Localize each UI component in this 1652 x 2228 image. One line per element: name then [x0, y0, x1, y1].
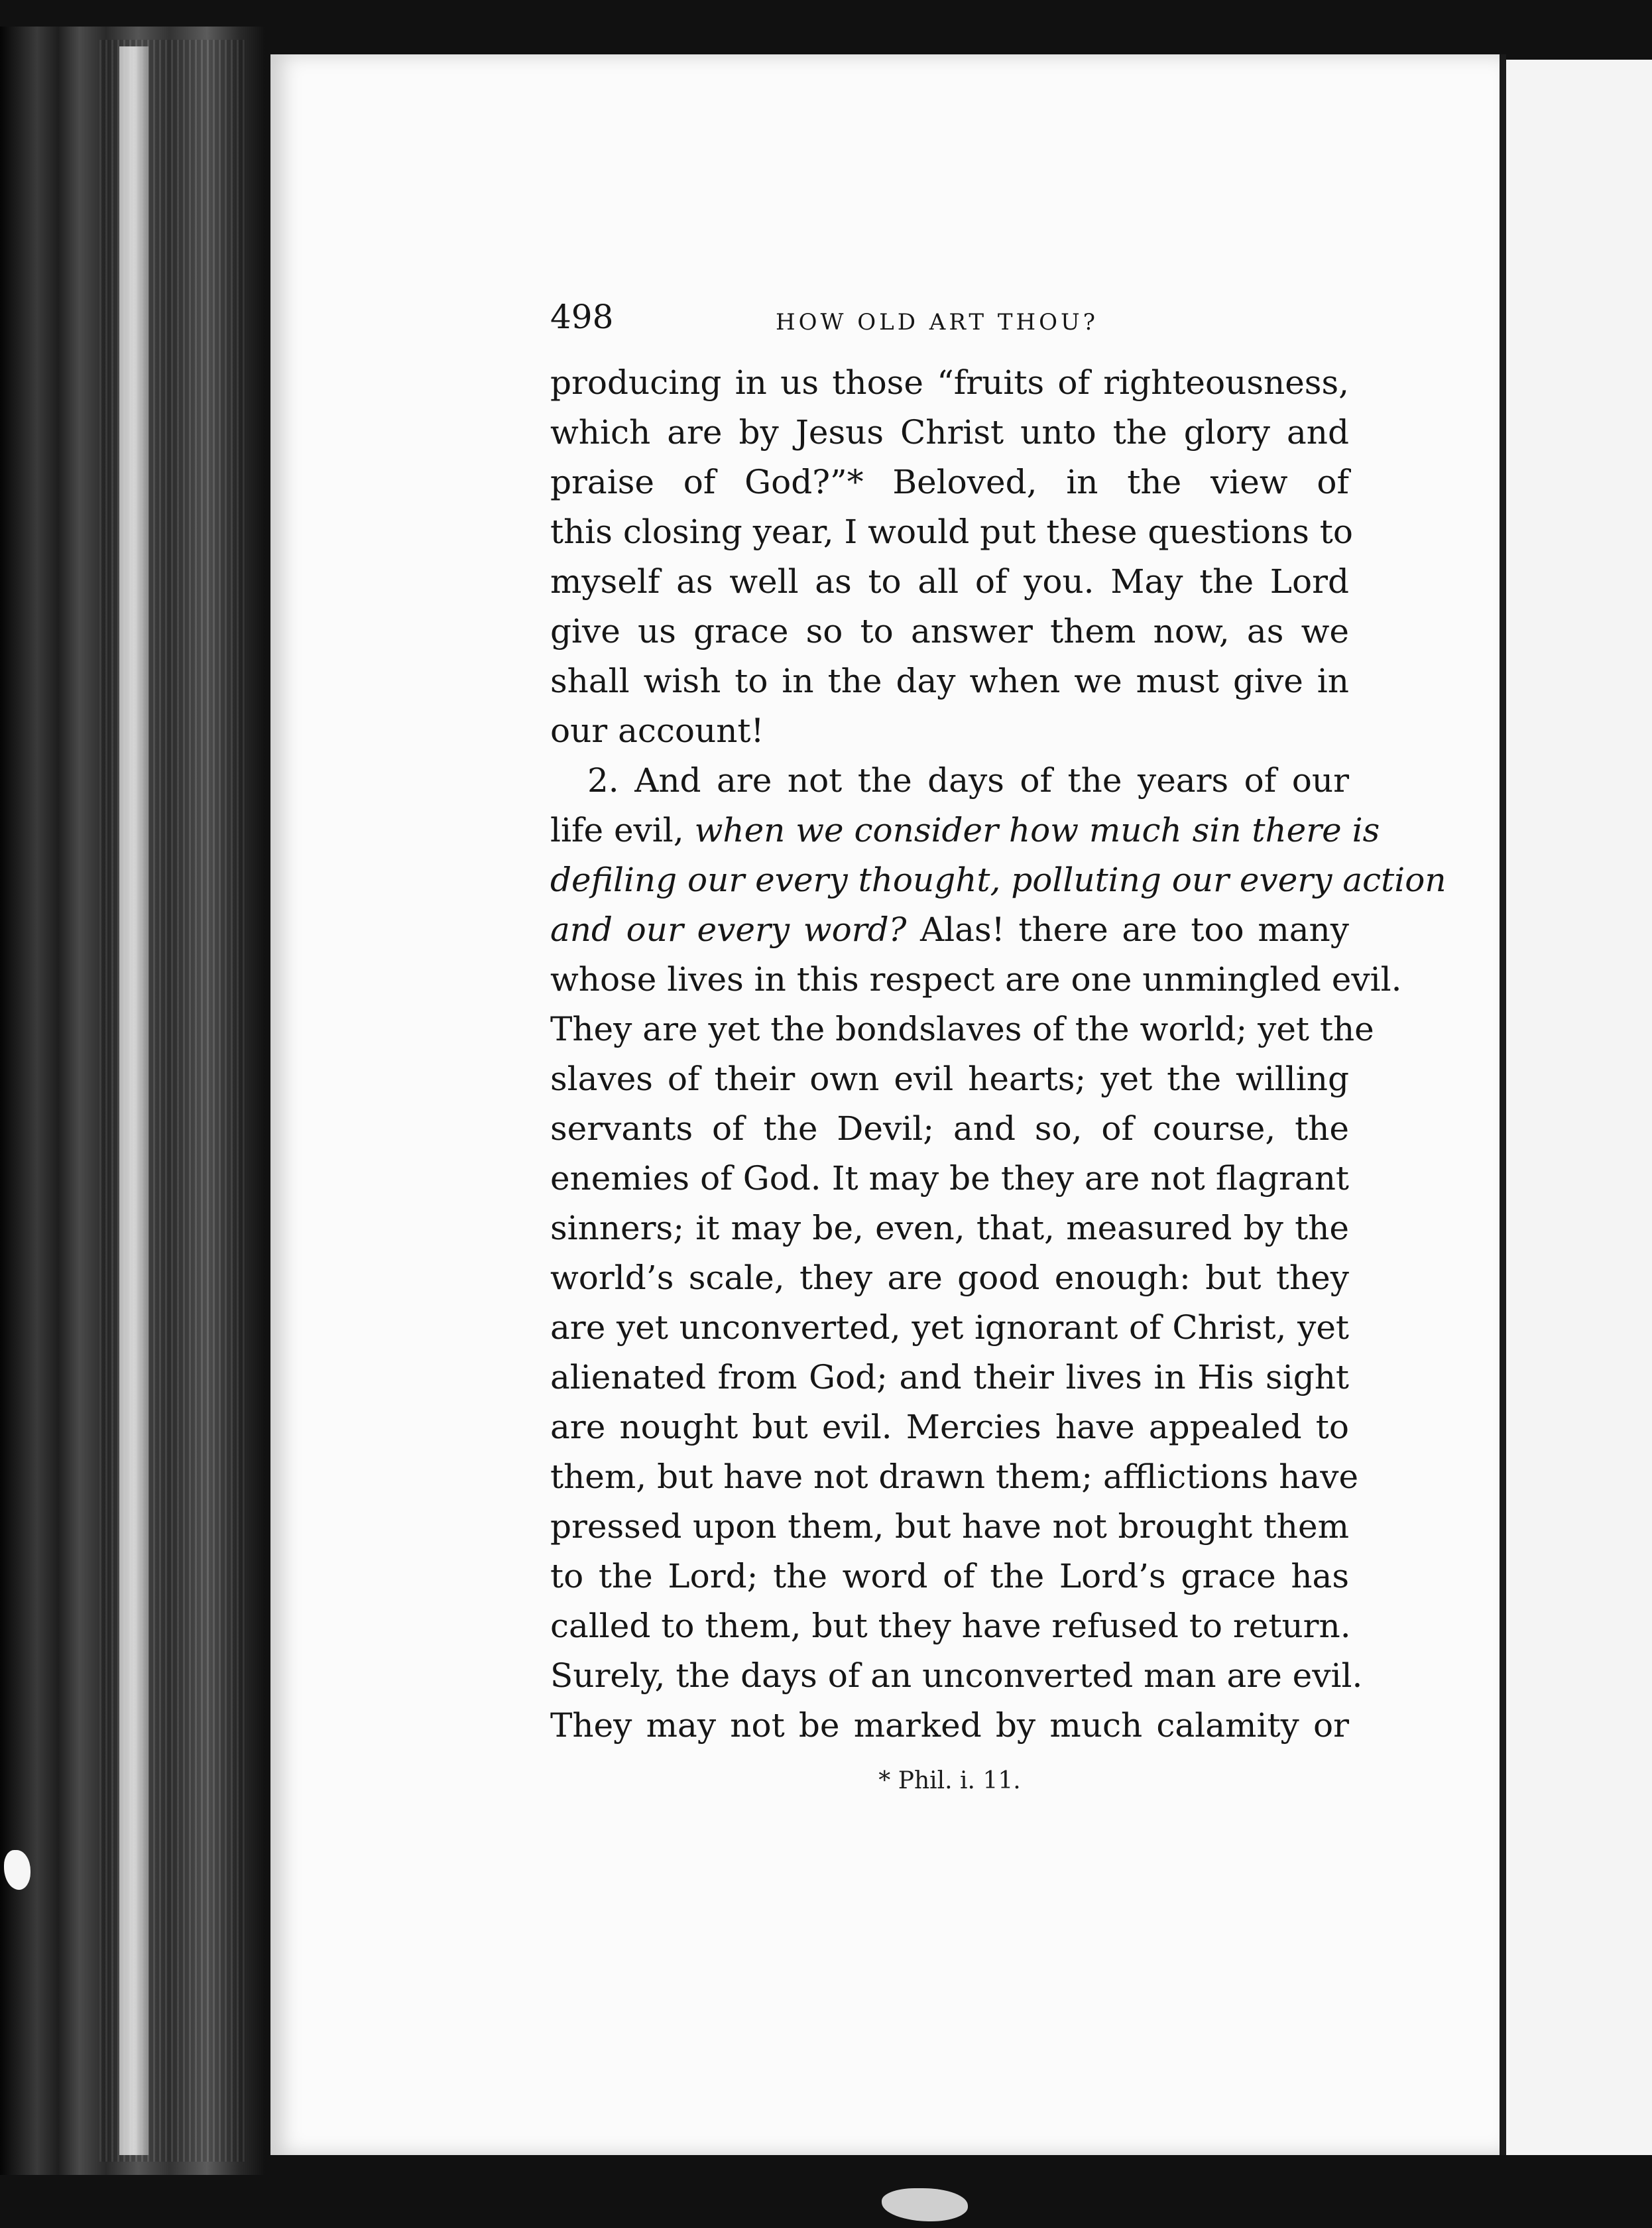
text-line — [550, 905, 1349, 955]
text-line — [550, 1601, 1349, 1651]
text-segment: pressed upon them, but have not brought them — [550, 1507, 1349, 1546]
text-segment: give us grace so to answer them now, as we — [550, 612, 1349, 650]
text-segment: 2. And are not the days of the years of our — [587, 761, 1349, 800]
text-segment: Surely, the days of an unconverted man are evil. — [550, 1656, 1363, 1695]
text-segment: myself as well as to all of you. May the Lord — [550, 562, 1349, 601]
text-segment: called to them, but they have refused to return. — [550, 1607, 1351, 1645]
text-line — [550, 1154, 1349, 1204]
text-line — [550, 1353, 1349, 1402]
text-segment: enemies of God. It may be they are not flagrant — [550, 1159, 1349, 1198]
text-line — [550, 458, 1349, 507]
text-line — [550, 1054, 1349, 1104]
text-segment: They are yet the bondslaves of the world; yet the — [550, 1010, 1374, 1048]
text-segment: them, but have not drawn them; afflictions have — [550, 1457, 1359, 1496]
text-segment: Alas! there are too many — [906, 910, 1349, 949]
text-segment: praise of God?”* Beloved, in the view of — [550, 463, 1349, 501]
text-line — [550, 1303, 1349, 1353]
text-line — [550, 607, 1349, 656]
italic-text: defiling our every thought, polluting our every action — [550, 861, 1446, 899]
text-line — [550, 1452, 1359, 1502]
text-line — [550, 557, 1349, 607]
text-line — [550, 507, 1353, 557]
text-segment: alienated from God; and their lives in His sight — [550, 1358, 1349, 1396]
body-text — [550, 358, 1446, 1751]
text-segment: world’s scale, they are good enough: but they — [550, 1259, 1349, 1297]
running-head: HOW OLD ART THOU? — [776, 309, 1098, 336]
page-header — [550, 292, 1349, 358]
text-segment: life evil, — [550, 811, 695, 849]
text-line — [550, 1701, 1349, 1751]
text-segment: shall wish to in the day when we must give in — [550, 662, 1349, 700]
text-line — [550, 706, 1349, 756]
paper-spot — [882, 2188, 968, 2221]
text-segment: whose lives in this respect are one unmingled evil. — [550, 960, 1402, 999]
text-line — [550, 1651, 1363, 1701]
text-line — [550, 955, 1402, 1005]
facing-page-edge — [1506, 60, 1652, 2155]
text-line — [550, 1204, 1349, 1253]
text-segment: slaves of their own evil hearts; yet the willing — [550, 1060, 1349, 1098]
text-line — [550, 1005, 1374, 1054]
text-segment: this closing year, I would put these questions to — [550, 513, 1353, 551]
text-segment: servants of the Devil; and so, of course, the — [550, 1109, 1349, 1148]
italic-text: when we consider how much sin there is — [694, 811, 1380, 849]
italic-text: and our every word? — [550, 910, 907, 949]
text-segment: our account! — [550, 712, 764, 750]
text-line — [550, 358, 1349, 408]
gutter-shadow — [1500, 54, 1506, 2155]
text-line — [550, 1253, 1349, 1303]
text-line — [550, 756, 1349, 806]
text-line — [550, 1502, 1349, 1552]
text-segment: to the Lord; the word of the Lord’s grace has — [550, 1557, 1349, 1595]
text-line — [550, 1552, 1349, 1601]
page-edge-highlight — [119, 46, 148, 2155]
text-segment: which are by Jesus Christ unto the glory and — [550, 413, 1349, 452]
text-line — [550, 1402, 1349, 1452]
text-segment: are nought but evil. Mercies have appealed to — [550, 1408, 1349, 1446]
text-segment: are yet unconverted, yet ignorant of Christ, yet — [550, 1308, 1349, 1347]
text-block — [550, 292, 1446, 1796]
text-segment: sinners; it may be, even, that, measured by the — [550, 1209, 1349, 1247]
text-line — [550, 1104, 1349, 1154]
text-line — [550, 656, 1349, 706]
text-line — [550, 855, 1446, 905]
text-line — [550, 408, 1349, 458]
page-number: 498 — [550, 298, 614, 336]
text-segment: They may not be marked by much calamity or — [550, 1706, 1349, 1745]
footnote: * Phil. i. 11. — [878, 1767, 1021, 1794]
text-line — [550, 806, 1380, 855]
text-segment: producing in us those “fruits of righteousness, — [550, 363, 1349, 402]
